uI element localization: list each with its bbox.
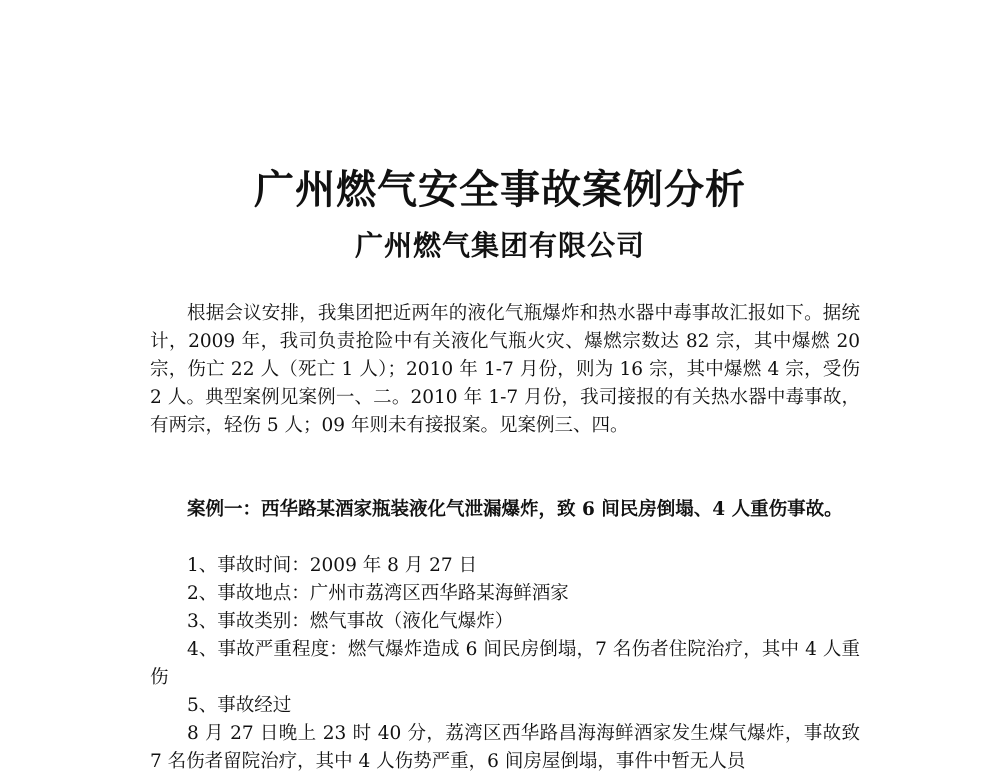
intro-paragraph: 根据会议安排，我集团把近两年的液化气瓶爆炸和热水器中毒事故汇报如下。据统计，2009 年，我司负责抢险中有关液化气瓶火灾、爆燃宗数达 82 宗，其中爆燃 20 宗，伤亡 22 人（死亡 1 人）；2010 年 1-7 月份，则为 16 宗，其中爆燃 4 宗，受伤 2 人。典型案例见案例一、二。2010 年 1-7 月份，我司接报的有关热水器中毒事故，有两宗，轻伤 5 人；09 年则未有接报案。见案例三、四。 [150, 303, 860, 436]
case1-item-location: 2、事故地点：广州市荔湾区西华路某海鲜酒家 [187, 583, 569, 604]
document-title: 广州燃气安全事故案例分析 [254, 166, 746, 213]
case1-item-process-heading: 5、事故经过 [187, 695, 292, 716]
case1-item-process-text: 8 月 27 日晚上 23 时 40 分，荔湾区西华路昌海海鲜酒家发生煤气爆炸，事故致 7 名伤者留院治疗，其中 4 人伤势严重，6 间房屋倒塌，事件中暂无人员 [150, 723, 860, 772]
case1-item-severity: 4、事故严重程度：燃气爆炸造成 6 间民房倒塌，7 名伤者住院治疗，其中 4 人重伤 [150, 639, 860, 688]
case1-item-time: 1、事故时间：2009 年 8 月 27 日 [187, 555, 478, 576]
case1-item-category: 3、事故类别：燃气事故（液化气爆炸） [187, 611, 514, 632]
document-subtitle: 广州燃气集团有限公司 [354, 229, 645, 262]
case1-heading: 案例一：西华路某酒家瓶装液化气泄漏爆炸，致 6 间民房倒塌、4 人重伤事故。 [187, 499, 843, 520]
